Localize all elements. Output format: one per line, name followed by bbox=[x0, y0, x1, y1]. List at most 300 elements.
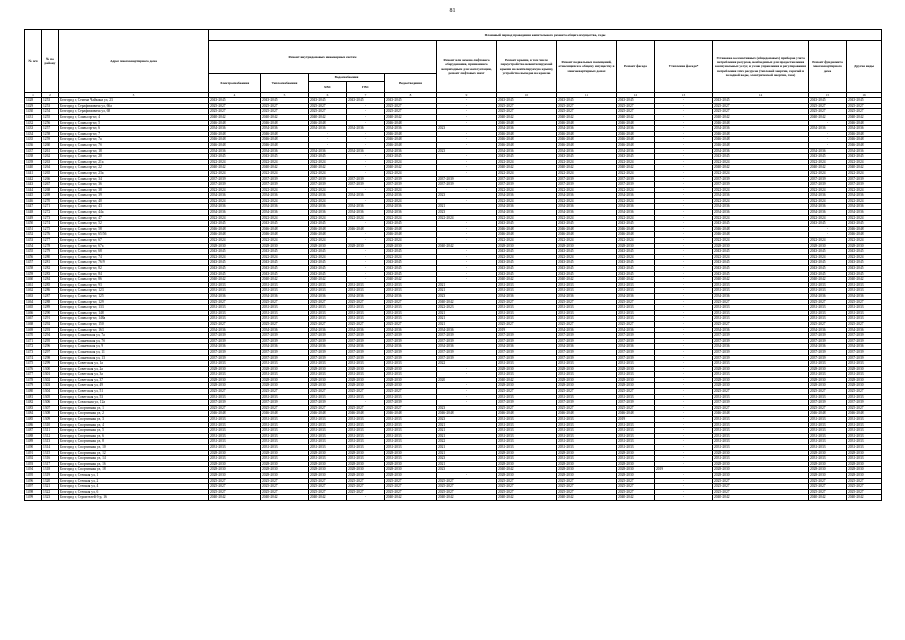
period-cell: 2025-2027 bbox=[809, 103, 847, 109]
period-cell: 2043-2045 bbox=[261, 260, 309, 266]
period-cell: 2031-2033 bbox=[713, 439, 809, 445]
number-cell: 1433 bbox=[25, 126, 42, 132]
header-other: Другие виды bbox=[847, 41, 882, 93]
period-cell: 2031-2033 bbox=[347, 456, 385, 462]
period-cell: 2022-2024 bbox=[309, 254, 347, 260]
number-cell: 1462 bbox=[25, 288, 42, 294]
period-cell: 2025-2027 bbox=[557, 321, 617, 327]
address-cell: Белгород г, Советская ул, 51 bbox=[59, 389, 209, 395]
number-cell: 1468 bbox=[25, 321, 42, 327]
number-cell: 1268 bbox=[42, 187, 59, 193]
period-cell: 2034-2036 bbox=[617, 293, 655, 299]
period-cell: 2037-2039 bbox=[713, 333, 809, 339]
period-cell: 2031-2033 bbox=[617, 428, 655, 434]
period-cell: 2043-2045 bbox=[497, 266, 557, 272]
period-cell: 2028-2030 bbox=[809, 472, 847, 478]
period-cell: 2031-2033 bbox=[347, 310, 385, 316]
period-cell: 2031-2033 bbox=[209, 305, 261, 311]
number-cell: 1482 bbox=[25, 400, 42, 406]
address-cell: Белгород г, Степная ул, 1 bbox=[59, 472, 209, 478]
period-cell: 2028-2030 bbox=[497, 461, 557, 467]
period-cell: 2031-2033 bbox=[261, 433, 309, 439]
period-cell: 2034-2036 bbox=[557, 204, 617, 210]
period-cell: 2025-2027 bbox=[557, 109, 617, 115]
number-cell: 1480 bbox=[25, 389, 42, 395]
period-cell: 2028-2030 bbox=[309, 377, 347, 383]
header-heat: Теплоснабжения bbox=[261, 74, 309, 93]
period-cell: 2034-2036 bbox=[497, 126, 557, 132]
period-cell: 2046-2048 bbox=[617, 411, 655, 417]
period-cell: 2022-2024 bbox=[617, 238, 655, 244]
period-cell: 2025-2027 bbox=[847, 478, 882, 484]
period-cell: 2037-2039 bbox=[309, 333, 347, 339]
period-cell: 2022-2024 bbox=[209, 238, 261, 244]
address-cell: Белгород г, Славы пр-кт, 36 bbox=[59, 182, 209, 188]
number-cell: 1495 bbox=[25, 472, 42, 478]
period-cell: 2034-2036 bbox=[847, 126, 882, 132]
period-cell: 2031-2033 bbox=[557, 316, 617, 322]
period-cell: - bbox=[655, 450, 713, 456]
period-cell: 2031-2033 bbox=[309, 372, 347, 378]
period-cell: 2022-2024 bbox=[557, 159, 617, 165]
period-cell: 2031-2033 bbox=[809, 456, 847, 462]
period-cell: 2034-2036 bbox=[557, 293, 617, 299]
period-cell: - bbox=[655, 484, 713, 490]
period-cell: 2040-2042 bbox=[847, 114, 882, 120]
period-cell: 2031-2033 bbox=[713, 361, 809, 367]
period-cell: - bbox=[655, 417, 713, 423]
period-cell: - bbox=[655, 394, 713, 400]
period-cell: 2031-2033 bbox=[385, 417, 437, 423]
period-cell: 2043-2045 bbox=[809, 154, 847, 160]
period-cell: - bbox=[347, 131, 385, 137]
period-cell: 2031-2033 bbox=[347, 361, 385, 367]
number-cell: 1479 bbox=[25, 383, 42, 389]
period-cell: 2040-2042 bbox=[261, 165, 309, 171]
period-cell: 2034-2036 bbox=[309, 210, 347, 216]
period-cell: 2025-2027 bbox=[209, 389, 261, 395]
period-cell: 2043-2045 bbox=[617, 98, 655, 104]
period-cell: 2022-2024 bbox=[809, 170, 847, 176]
period-cell: 2034-2036 bbox=[497, 204, 557, 210]
period-cell: 2031-2033 bbox=[557, 310, 617, 316]
period-cell: - bbox=[437, 372, 497, 378]
period-cell: 2025-2027 bbox=[497, 109, 557, 115]
period-cell: - bbox=[655, 282, 713, 288]
address-cell: Белгород г, Славы пр-кт, 23а bbox=[59, 170, 209, 176]
number-cell: 1275 bbox=[42, 226, 59, 232]
period-cell: - bbox=[347, 159, 385, 165]
number-cell: 1304 bbox=[42, 389, 59, 395]
period-cell: 2046-2048 bbox=[713, 142, 809, 148]
period-cell: 2022-2024 bbox=[497, 254, 557, 260]
period-cell: - bbox=[655, 433, 713, 439]
period-cell: 2046-2048 bbox=[847, 226, 882, 232]
period-cell: 2031-2033 bbox=[557, 439, 617, 445]
period-cell: 2028-2030 bbox=[617, 383, 655, 389]
address-cell: Белгород г, Советская ул, 2а bbox=[59, 366, 209, 372]
period-cell: 2031-2033 bbox=[347, 282, 385, 288]
period-cell: 2046-2048 bbox=[847, 131, 882, 137]
period-cell: 2040-2042 bbox=[617, 277, 655, 283]
period-cell: 2031-2033 bbox=[385, 394, 437, 400]
period-cell: 2031-2033 bbox=[209, 316, 261, 322]
period-cell: 2022-2024 bbox=[557, 198, 617, 204]
period-cell: 2022-2024 bbox=[713, 254, 809, 260]
period-cell: 2043-2045 bbox=[209, 260, 261, 266]
period-cell: 2031-2033 bbox=[309, 316, 347, 322]
period-cell: - bbox=[347, 260, 385, 266]
period-cell: 2028-2030 bbox=[209, 377, 261, 383]
address-cell: Белгород г, Советская ул, 37 bbox=[59, 377, 209, 383]
period-cell: 2031-2033 bbox=[209, 372, 261, 378]
column-number: 11 bbox=[557, 93, 617, 98]
period-cell: - bbox=[655, 126, 713, 132]
period-cell: 2022-2024 bbox=[713, 198, 809, 204]
number-cell: 1322 bbox=[42, 489, 59, 495]
period-cell: 2028-2030 bbox=[309, 366, 347, 372]
period-cell: 2025-2027 bbox=[347, 478, 385, 484]
period-cell: 2031-2033 bbox=[309, 361, 347, 367]
number-cell: 1481 bbox=[25, 394, 42, 400]
address-cell: Белгород г, Славы пр-кт, 38 bbox=[59, 187, 209, 193]
period-cell: 2025-2027 bbox=[437, 478, 497, 484]
number-cell: 1273 bbox=[42, 215, 59, 221]
period-cell: 2028-2030 bbox=[617, 366, 655, 372]
period-cell: 2037-2039 bbox=[347, 182, 385, 188]
number-cell: 1449 bbox=[25, 215, 42, 221]
period-cell: 2025-2027 bbox=[309, 299, 347, 305]
period-cell: 2046-2048 bbox=[309, 411, 347, 417]
number-cell: 1466 bbox=[25, 310, 42, 316]
address-cell: Белгород г, Славы пр-кт, 7 bbox=[59, 131, 209, 137]
period-cell: 2022-2024 bbox=[309, 238, 347, 244]
column-number: 2 bbox=[42, 93, 59, 98]
period-cell: 2025-2027 bbox=[385, 321, 437, 327]
period-cell: 2022-2024 bbox=[385, 170, 437, 176]
period-cell: 2028-2030 bbox=[309, 472, 347, 478]
period-cell: 2040-2042 bbox=[437, 299, 497, 305]
period-cell: 2046-2048 bbox=[617, 131, 655, 137]
period-cell: 2031-2033 bbox=[309, 305, 347, 311]
number-cell: 1260 bbox=[42, 142, 59, 148]
address-cell: Белгород г, Славы пр-кт, 44а bbox=[59, 210, 209, 216]
period-cell: 2037-2039 bbox=[497, 349, 557, 355]
period-cell: 2037-2039 bbox=[557, 355, 617, 361]
number-cell: 1474 bbox=[25, 355, 42, 361]
period-cell: 2037-2039 bbox=[437, 355, 497, 361]
period-cell: - bbox=[655, 198, 713, 204]
period-cell: 2034-2036 bbox=[617, 344, 655, 350]
table-body bbox=[25, 98, 882, 501]
number-cell: 1303 bbox=[42, 383, 59, 389]
period-cell: 2034-2036 bbox=[713, 210, 809, 216]
number-cell: 1296 bbox=[42, 344, 59, 350]
period-cell: 2031-2033 bbox=[347, 433, 385, 439]
period-cell: - bbox=[655, 310, 713, 316]
period-cell: 2043-2045 bbox=[557, 271, 617, 277]
period-cell: 2031-2033 bbox=[847, 445, 882, 451]
period-cell: - bbox=[655, 361, 713, 367]
period-cell: - bbox=[655, 439, 713, 445]
period-cell: - bbox=[437, 137, 497, 143]
period-cell: - bbox=[437, 232, 497, 238]
period-cell: 2040-2042 bbox=[385, 165, 437, 171]
period-cell: 2043-2045 bbox=[713, 260, 809, 266]
period-cell: - bbox=[655, 366, 713, 372]
period-cell: - bbox=[347, 249, 385, 255]
period-cell: 2037-2039 bbox=[557, 333, 617, 339]
period-cell: 2028-2030 bbox=[209, 467, 261, 473]
address-cell: Белгород г, Спортивная ул, 18 bbox=[59, 467, 209, 473]
period-cell: 2037-2039 bbox=[347, 333, 385, 339]
period-cell: - bbox=[655, 271, 713, 277]
number-cell: 1498 bbox=[25, 489, 42, 495]
period-cell: - bbox=[347, 238, 385, 244]
capital-repair-table bbox=[24, 29, 882, 501]
period-cell: 2025-2027 bbox=[261, 484, 309, 490]
period-cell: 2025-2027 bbox=[617, 489, 655, 495]
period-cell: 2031-2033 bbox=[209, 310, 261, 316]
period-cell: 2040-2042 bbox=[497, 165, 557, 171]
period-cell: 2028-2030 bbox=[347, 383, 385, 389]
header-facade: Ремонт фасада bbox=[617, 41, 655, 93]
period-cell: 2034-2036 bbox=[209, 327, 261, 333]
period-cell: 2031-2033 bbox=[209, 439, 261, 445]
period-cell: 2037-2039 bbox=[347, 176, 385, 182]
address-cell: Белгород г, Славы пр-кт, 82 bbox=[59, 266, 209, 272]
period-cell: 2031-2033 bbox=[557, 445, 617, 451]
number-cell: 1469 bbox=[25, 327, 42, 333]
period-cell: 2043-2045 bbox=[385, 271, 437, 277]
number-cell: 1288 bbox=[42, 299, 59, 305]
period-cell: 2023 bbox=[437, 417, 497, 423]
period-cell: 2031-2033 bbox=[809, 372, 847, 378]
period-cell: 2037-2039 bbox=[437, 333, 497, 339]
period-cell: - bbox=[655, 165, 713, 171]
period-cell: 2022-2024 bbox=[847, 159, 882, 165]
period-cell: 2037-2039 bbox=[497, 400, 557, 406]
period-cell: 2031-2033 bbox=[497, 422, 557, 428]
period-cell: 2037-2039 bbox=[557, 182, 617, 188]
number-cell: 1301 bbox=[42, 372, 59, 378]
number-cell: 1494 bbox=[25, 467, 42, 473]
period-cell: - bbox=[437, 103, 497, 109]
column-number: 12 bbox=[617, 93, 655, 98]
period-cell: 2028-2030 bbox=[809, 366, 847, 372]
period-cell: - bbox=[655, 411, 713, 417]
period-cell: 2031-2033 bbox=[617, 316, 655, 322]
period-cell: 2037-2039 bbox=[847, 176, 882, 182]
period-cell: 2046-2048 bbox=[497, 411, 557, 417]
address-cell: Белгород г, Славы пр-кт, 76/9 bbox=[59, 260, 209, 266]
address-cell: Белгород г, Совхозная ул, 12а bbox=[59, 400, 209, 406]
period-cell: 2025-2027 bbox=[847, 389, 882, 395]
period-cell: 2034-2036 bbox=[713, 327, 809, 333]
number-cell: 1317 bbox=[42, 461, 59, 467]
number-cell: 1487 bbox=[25, 428, 42, 434]
period-cell: 2023 bbox=[437, 293, 497, 299]
period-cell: 2040-2042 bbox=[557, 114, 617, 120]
period-cell: 2037-2039 bbox=[209, 333, 261, 339]
period-cell: 2028-2030 bbox=[617, 467, 655, 473]
period-cell: 2043-2045 bbox=[809, 98, 847, 104]
period-cell: 2025-2027 bbox=[347, 389, 385, 395]
period-cell: 2031-2033 bbox=[497, 361, 557, 367]
number-cell: 1278 bbox=[42, 243, 59, 249]
period-cell: 2028-2030 bbox=[261, 377, 309, 383]
period-cell: 2046-2048 bbox=[557, 142, 617, 148]
period-cell: 2034-2036 bbox=[385, 204, 437, 210]
period-cell: 2031-2033 bbox=[309, 456, 347, 462]
period-cell: 2031-2033 bbox=[347, 372, 385, 378]
period-cell: 2037-2039 bbox=[209, 182, 261, 188]
period-cell: 2037-2039 bbox=[809, 333, 847, 339]
period-cell: 2043-2045 bbox=[309, 221, 347, 227]
number-cell: 1253 bbox=[42, 103, 59, 109]
period-cell: 2043-2045 bbox=[557, 260, 617, 266]
period-cell: 2034-2036 bbox=[209, 193, 261, 199]
period-cell: 2040-2042 bbox=[209, 165, 261, 171]
period-cell: 2031-2033 bbox=[497, 282, 557, 288]
period-cell: 2043-2045 bbox=[209, 221, 261, 227]
period-cell: 2028-2030 bbox=[347, 472, 385, 478]
period-cell: 2025-2027 bbox=[385, 489, 437, 495]
column-number: 4 bbox=[209, 93, 261, 98]
period-cell: 2028-2030 bbox=[617, 377, 655, 383]
period-cell: 2025-2027 bbox=[261, 405, 309, 411]
number-cell: 1444 bbox=[25, 187, 42, 193]
period-cell: 2025-2027 bbox=[309, 109, 347, 115]
period-cell: 2025-2027 bbox=[497, 299, 557, 305]
period-cell: 2043-2045 bbox=[497, 221, 557, 227]
period-cell: 2040-2042 bbox=[437, 495, 497, 501]
period-cell: 2025-2027 bbox=[809, 478, 847, 484]
period-cell: 2040-2042 bbox=[847, 277, 882, 283]
number-cell: 1485 bbox=[25, 417, 42, 423]
period-cell: 2022-2024 bbox=[347, 215, 385, 221]
number-cell: 1311 bbox=[42, 428, 59, 434]
period-cell: - bbox=[347, 165, 385, 171]
period-cell: 2043-2045 bbox=[557, 154, 617, 160]
period-cell: 2037-2039 bbox=[847, 349, 882, 355]
period-cell: 2025-2027 bbox=[809, 405, 847, 411]
period-cell: 2031-2033 bbox=[497, 316, 557, 322]
period-cell: 2043-2045 bbox=[309, 271, 347, 277]
period-cell: 2046-2048 bbox=[261, 137, 309, 143]
period-cell: 2031-2033 bbox=[557, 305, 617, 311]
header-no-district: № по району bbox=[42, 30, 59, 93]
address-cell: Белгород г, Славы пр-кт, 150 bbox=[59, 321, 209, 327]
period-cell: 2034-2036 bbox=[497, 148, 557, 154]
number-cell: 1269 bbox=[42, 193, 59, 199]
period-cell: 2034-2036 bbox=[809, 210, 847, 216]
period-cell: 2019 bbox=[655, 467, 713, 473]
period-cell: - bbox=[437, 142, 497, 148]
period-cell: 2037-2039 bbox=[713, 182, 809, 188]
period-cell: 2025-2027 bbox=[847, 109, 882, 115]
period-cell: 2031-2033 bbox=[347, 394, 385, 400]
period-cell: 2028-2030 bbox=[261, 383, 309, 389]
period-cell: 2037-2039 bbox=[261, 400, 309, 406]
number-cell: 1428 bbox=[25, 98, 42, 104]
number-cell: 1493 bbox=[25, 461, 42, 467]
period-cell: 2034-2036 bbox=[497, 293, 557, 299]
period-cell: 2031-2033 bbox=[847, 282, 882, 288]
number-cell: 1320 bbox=[42, 478, 59, 484]
period-cell: 2046-2048 bbox=[617, 226, 655, 232]
period-cell: 2031-2033 bbox=[713, 316, 809, 322]
number-cell: 1254 bbox=[42, 109, 59, 115]
period-cell: 2034-2036 bbox=[385, 148, 437, 154]
period-cell: 2031-2033 bbox=[261, 445, 309, 451]
number-cell: 1319 bbox=[42, 472, 59, 478]
address-cell: Белгород г, Славы пр-кт, 163 bbox=[59, 327, 209, 333]
period-cell: 2022-2024 bbox=[557, 187, 617, 193]
period-cell: 2025-2027 bbox=[557, 103, 617, 109]
period-cell: 2031-2033 bbox=[261, 288, 309, 294]
period-cell: 2037-2039 bbox=[617, 338, 655, 344]
number-cell: 1307 bbox=[42, 405, 59, 411]
period-cell: - bbox=[655, 260, 713, 266]
period-cell: 2031-2033 bbox=[847, 394, 882, 400]
period-cell: 2037-2039 bbox=[497, 355, 557, 361]
period-cell: 2040-2042 bbox=[437, 243, 497, 249]
period-cell: 2043-2045 bbox=[809, 260, 847, 266]
period-cell: 2046-2048 bbox=[617, 232, 655, 238]
period-cell: 2025-2027 bbox=[847, 103, 882, 109]
period-cell: 2022-2024 bbox=[617, 215, 655, 221]
period-cell: 2040-2042 bbox=[309, 165, 347, 171]
header-electric: Электроснабжения bbox=[209, 74, 261, 93]
period-cell: 2022-2024 bbox=[809, 238, 847, 244]
period-cell: 2037-2039 bbox=[809, 355, 847, 361]
period-cell: 2037-2039 bbox=[261, 176, 309, 182]
number-cell: 1475 bbox=[25, 361, 42, 367]
number-cell: 1259 bbox=[42, 137, 59, 143]
period-cell: 2034-2036 bbox=[385, 126, 437, 132]
period-cell: - bbox=[655, 489, 713, 495]
period-cell: - bbox=[655, 389, 713, 395]
period-cell: 2031-2033 bbox=[713, 428, 809, 434]
period-cell: 2040-2042 bbox=[713, 495, 809, 501]
period-cell: 2025-2027 bbox=[437, 489, 497, 495]
period-cell: 2046-2048 bbox=[209, 142, 261, 148]
number-cell: 1315 bbox=[42, 450, 59, 456]
address-cell: Белгород г, Сланевская ул, 7а bbox=[59, 333, 209, 339]
period-cell: 2034-2036 bbox=[557, 344, 617, 350]
period-cell: 2028-2030 bbox=[617, 461, 655, 467]
number-cell: 1287 bbox=[42, 293, 59, 299]
period-cell: 2022-2024 bbox=[847, 254, 882, 260]
period-cell: 2025-2027 bbox=[309, 321, 347, 327]
period-cell: - bbox=[347, 120, 385, 126]
period-cell: - bbox=[655, 428, 713, 434]
period-cell: 2025-2027 bbox=[209, 405, 261, 411]
period-cell: 2043-2045 bbox=[261, 98, 309, 104]
period-cell: 2022-2024 bbox=[209, 254, 261, 260]
period-cell: 2028-2030 bbox=[809, 461, 847, 467]
number-cell: 1309 bbox=[42, 417, 59, 423]
period-cell: 2028-2030 bbox=[847, 450, 882, 456]
period-cell: 2037-2039 bbox=[497, 338, 557, 344]
period-cell: 2025-2027 bbox=[847, 299, 882, 305]
period-cell: 2023 bbox=[437, 193, 497, 199]
period-cell: 2028-2030 bbox=[713, 450, 809, 456]
period-cell: - bbox=[437, 131, 497, 137]
period-cell: - bbox=[655, 333, 713, 339]
period-cell: - bbox=[655, 176, 713, 182]
